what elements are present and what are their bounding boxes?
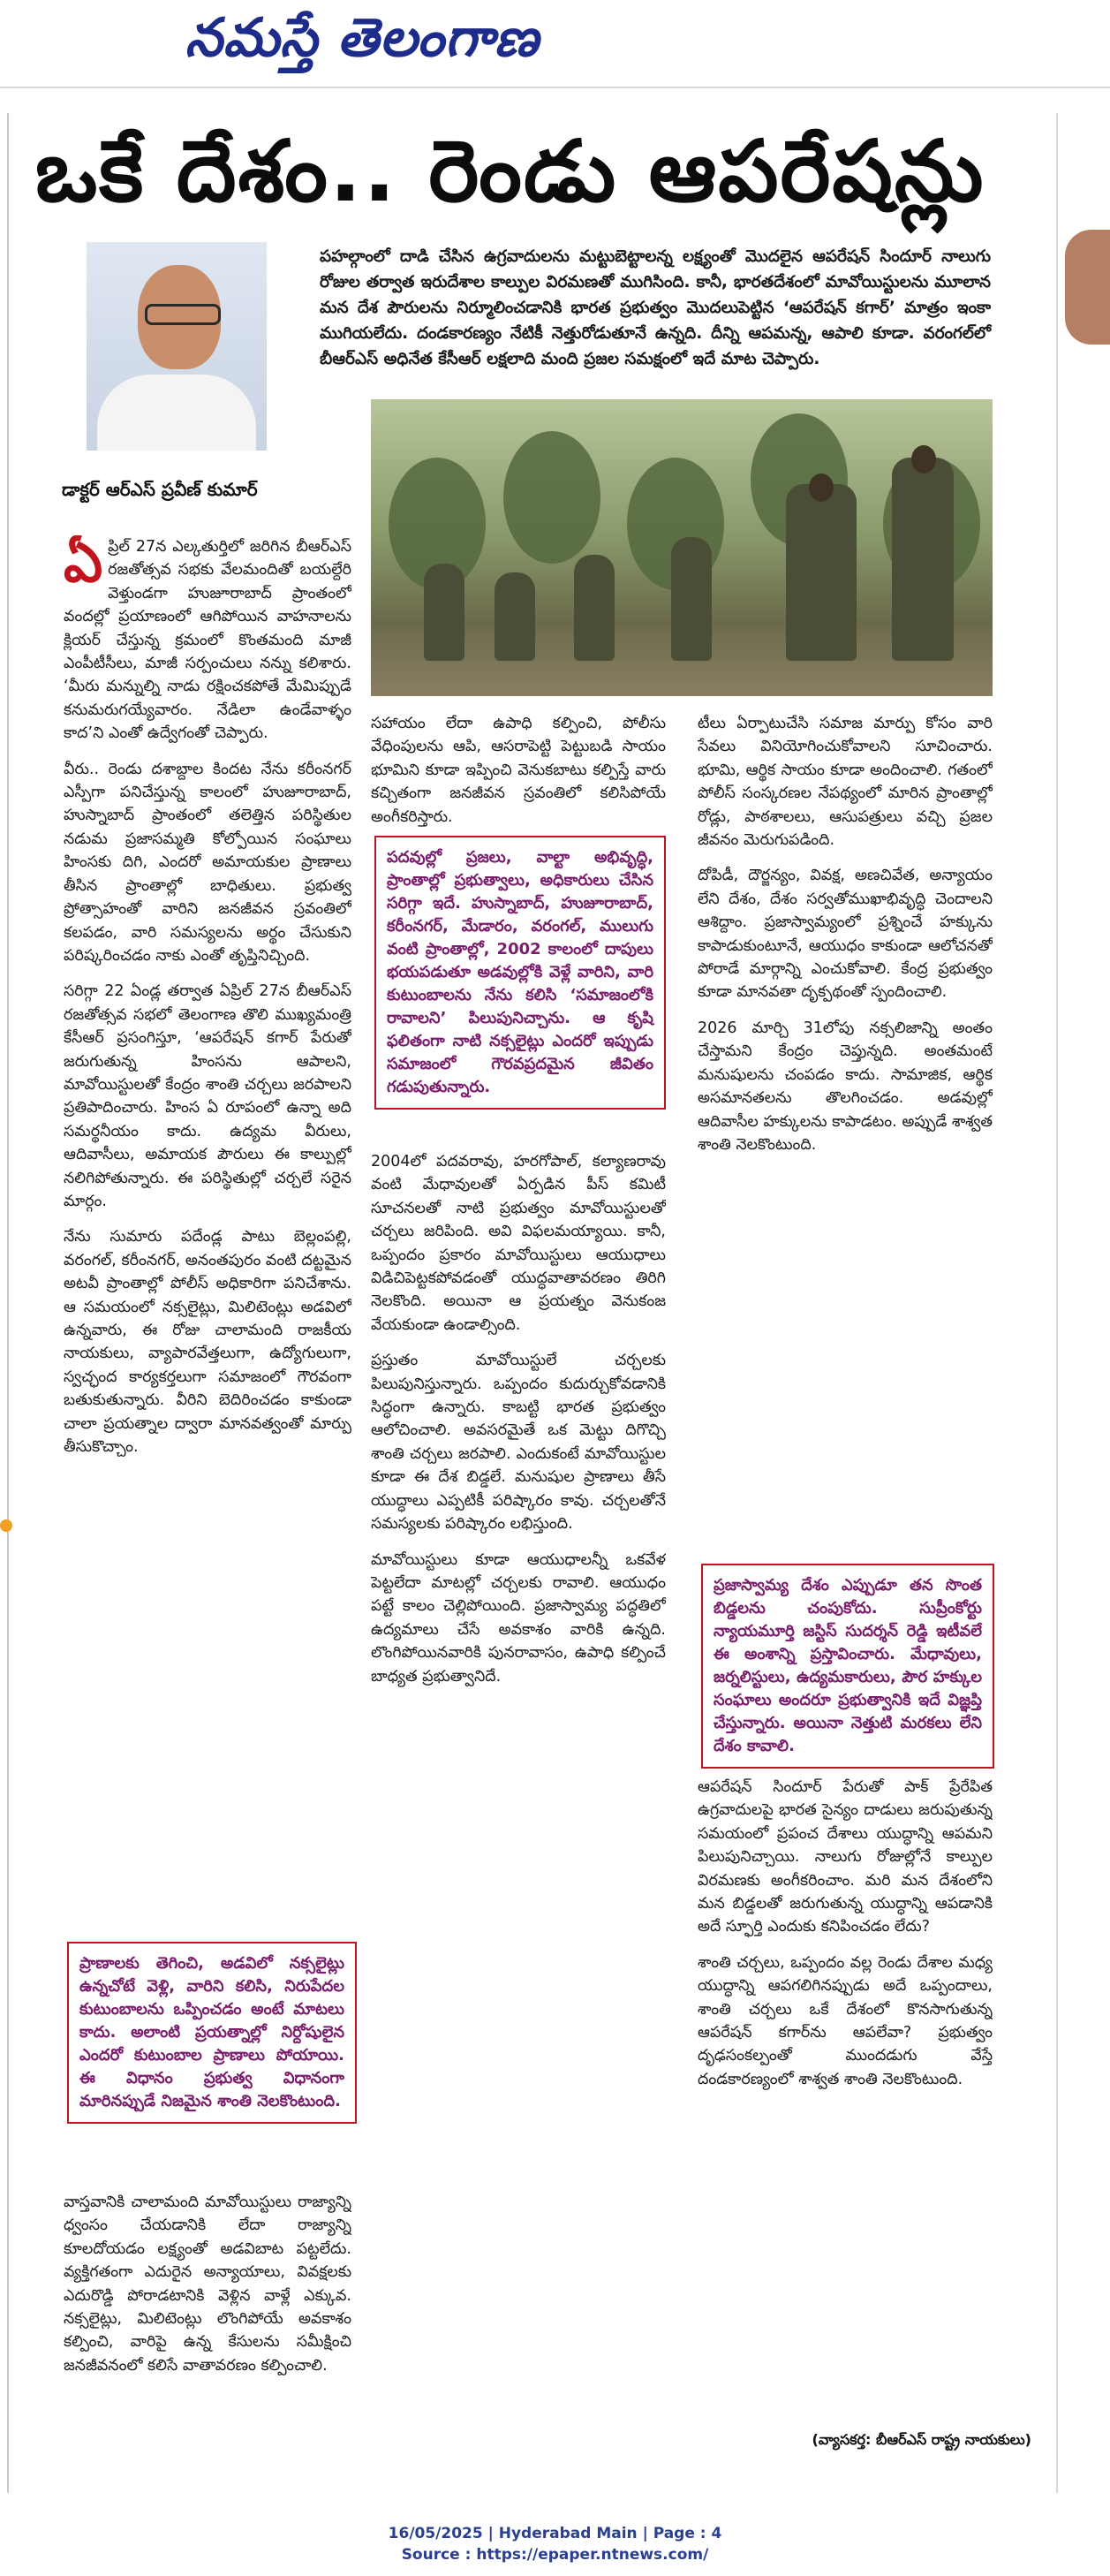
paragraph: 2004లో పదవరావు, హరగోపాల్, కల్యాణరావు వంటి మేధావులతో ఏర్పడిన పీస్ కమిటీ సూచనలతో నాటి ప్రభుత్వం మావోయిస్టులతో చర్చలు జరిపింది. అవి విఫలమయ్యాయి. కానీ, ఒప్పందం ప్రకారం మావోయిస్టులు ఆయుధాలు విడిచిపెట్టకపోవడంతో యుద్ధవాతావరణం తిరిగి నెలకొంది. అయినా ఆ ప్రయత్నం వెనుకంజ వేయకుండా ఉండాల్సింది. <box>371 1153 666 1334</box>
paragraph: 2026 మార్చి 31లోపు నక్సలిజాన్ని అంతం చేస్తామని కేంద్రం చెప్తున్నది. అంతమంటే మనుషులను చంపడం కాదు. సామాజిక, ఆర్థిక అసమానతలను తొలగించడం. అడవుల్లో ఆదివాసీల హక్కులను కాపాడటం. అప్పుడే శాశ్వత శాంతి నెలకొంటుంది. <box>698 1019 993 1154</box>
paragraph: ప్రస్తుతం మావోయిస్టులే చర్చలకు పిలుపునిస్తున్నారు. ఒప్పందం కుదుర్చుకోవడానికి సిద్ధంగా ఉన్నారు. కాబట్టి భారత ప్రభుత్వం ఆలోచించాలి. అవసరమైతే ఒక మెట్టు దిగొచ్చి శాంతి చర్చలు జరపాలి. ఎందుకంటే మావోయిస్టుల కూడా ఈ దేశ బిడ్డలే. మనుషుల ప్రాణాలు తీసే యుద్ధాలు ఎప్పటికీ పరిష్కారం కావు. చర్చలతోనే సమస్యలకు పరిష్కారం లభిస్తుంది. <box>371 1352 666 1534</box>
paragraph: వీరు.. రెండు దశాబ్దాల కిందట నేను కరీంనగర్ ఎస్పీగా పనిచేస్తున్న కాలంలో హుజూరాబాద్, హుస్నాబాద్ ప్రాంతంలో తలెత్తిన పరిస్థితుల నడుమ ప్రజాసమ్మతి కోల్పోయిన సంఘాలు హింసకు దిగి, ఎందరో అమాయకుల ప్రాణాలు తీసిన ప్రాంతాల్లో బాధితులు. ప్రభుత్వ ప్రోత్సాహంతో వారిని జనజీవన స్రవంతిలో కలపడం, వారి సమస్యలను అర్థం చేసుకుని పరిష్కరించడం నాకు ఎంతో తృప్తినిచ్చింది. <box>64 760 351 965</box>
paragraph: సహాయం లేదా ఉపాధి కల్పించి, పోలీసు వేధింపులను ఆపి, ఆసరాపెట్టి పెట్టుబడి సాయం భూమిని కూడా ఇప్పించి వెనుకబాటు కల్పిస్తే వారు కచ్చితంగా జనజీవన స్రవంతిలో కలిసిపోయే అంగీకరిస్తారు. <box>371 715 666 826</box>
article-headline: ఒకే దేశం.. రెండు ఆపరేషన్లు <box>35 122 985 221</box>
paragraph: వాస్తవానికి చాలామంది మావోయిస్టులు రాజ్యాన్ని ధ్వంసం చేయడానికి లేదా రాజ్యాన్ని కూలదోయడం లక్ష్యంతో అడవిబాట పట్టలేదు. వ్యక్తిగతంగా ఎదురైన అన్యాయాలు, వివక్షలకు ఎదురొడ్డి పోరాడటానికి వెళ్లిన వాళ్లే ఎక్కువ. నక్సలైట్లు, మిలిటెంట్లు లొంగిపోయే అవకాశం కల్పించి, వారిపై ఉన్న కేసులను సమీక్షించి జనజీవనంలో కలిసే వాతావరణం కల్పించాలి. <box>64 2193 351 2375</box>
article-column-1-tail <box>64 2191 351 2438</box>
article-summary: పహల్గాంలో దాడి చేసిన ఉగ్రవాదులను మట్టుబెట్టాలన్న లక్ష్యంతో మొదలైన ఆపరేషన్ సిందూర్ నాలుగు రోజుల తర్వాత ఇరుదేశాల కాల్పుల విరమణతో ముగిసింది. కానీ, భారతదేశంలో మావోయిస్టులను మూలాన మన దేశ పౌరులను నిర్మూలించడానికి భారత ప్రభుత్వం మొదలుపెట్టిన ‘ఆపరేషన్ కగార్’ మాత్రం ఇంకా ముగియలేదు. దండకారణ్యం నేటికీ నెత్తురోడుతూనే ఉన్నది. దీన్ని ఆపమన్న, ఆపాలి కూడా. వరంగల్‌లో బీఆర్ఎస్ అధినేత కేసీఆర్ లక్షలాది మంది ప్రజల సమక్షంలో ఇదే మాట చెప్పారు. <box>320 247 991 368</box>
drop-cap: ఏ <box>64 535 103 595</box>
paragraph: ఏప్రిల్ 27న ఎల్కతుర్తిలో జరిగిన బీఆర్ఎస్ రజతోత్సవ సభకు వేలమందితో బయల్దేరి వెళ్తుండగా హుజూరాబాద్ ప్రాంతంలో వందల్లో ప్రయాణంలో ఆగిపోయిన వాహనాలను క్లియర్ చేస్తున్న క్రమంలో కొంతమంది మాజీ ఎంపీటీసీలు, మాజీ సర్పంచులు నన్ను కలిశారు. ‘మీరు మన్నుల్ని నాడు రక్షించకపోతే మేమిప్పుడే కనుమరుగయ్యేవారం. నేడిలా ఉండేవాళ్ళం కాద’ని ఎంతో ఉద్వేగంతో చెప్పారు. <box>64 535 351 743</box>
edition-info: 16/05/2025 | Hyderabad Main | Page : 4 <box>388 2525 722 2542</box>
masthead <box>0 0 1110 88</box>
author-attribution: (వ్యాసకర్త: బీఆర్ఎస్ రాష్ట్ర నాయకులు) <box>812 2431 1031 2448</box>
paragraph: టీలు ఏర్పాటుచేసి సమాజ మార్పు కోసం వారి సేవలు వినియోగించుకోవాలని సూచించారు. భూమి, ఆర్థిక సాయం కూడా అందించాలి. గతంలో పోలీస్ సంస్కరణల నేపథ్యంలో మారిన ప్రాంతాల్లో రోడ్లు, పాఠశాలలు, ఆసుపత్రులు వచ్చి ప్రజల జీవనం మెరుగుపడింది. <box>698 715 993 850</box>
paragraph: సరిగ్గా 22 ఏండ్ల తర్వాత ఏప్రిల్ 27న బీఆర్ఎస్ రజతోత్సవ సభలో తెలంగాణ తొలి ముఖ్యమంత్రి కేసీఆర్ ప్రసంగిస్తూ, ‘ఆపరేషన్ కగార్ పేరుతో జరుగుతున్న హింసను ఆపాలని, మావోయిస్టులతో కేంద్రం శాంతి చర్చలు జరపాలని ప్రతిపాదించారు. హింస ఏ రూపంలో ఉన్నా అది సమర్థనీయం కాదు. ఉద్యమ వీరులు, ఆదివాసీలు, అమాయక పౌరులు ఈ కాల్పుల్లో నలిగిపోతున్నారు. ఈ పరిస్థితుల్లో చర్చలే సరైన మార్గం. <box>64 982 351 1210</box>
article-column-1 <box>64 535 351 1896</box>
page-footer <box>0 2523 1110 2565</box>
pull-quote-1: ప్రాణాలకు తెగించి, అడవిలో నక్సలైట్లు ఉన్నచోటే వెళ్లి, వారిని కలిసి, నిరుపేదల కుటుంబాలను ఒప్పించడం అంటే మాటలు కాదు. అలాంటి ప్రయత్నాల్లో నిర్దోషులైన ఎందరో కుటుంబాల ప్రాణాలు పోయాయి. ఈ విధానం ప్రభుత్వ విధానంగా మారినప్పుడే నిజమైన శాంతి నెలకొంటుంది. <box>67 1942 357 2124</box>
article-column-3 <box>698 712 993 1542</box>
author-byline: డాక్టర్ ఆర్ఎస్ ప్రవీణ్ కుమార్ <box>62 479 258 500</box>
paragraph: ఆపరేషన్ సిందూర్ పేరుతో పాక్ ప్రేరేపిత ఉగ్రవాదులపై భారత సైన్యం దాడులు జరుపుతున్న సమయంలో ప్రపంచ దేశాలు యుద్ధాన్ని ఆపమని పిలుపునిచ్చాయి. నాలుగు రోజుల్లోనే కాల్పుల విరమణకు అంగీకరించాం. మరి మన దేశంలోని మన బిడ్డలతో జరుగుతున్న యుద్ధాన్ని ఆపడానికి అదే స్ఫూర్తి ఎందుకు కనిపించడం లేదు? <box>698 1778 993 1936</box>
article-column-2 <box>371 712 666 827</box>
pull-quote-3: ప్రజాస్వామ్య దేశం ఎప్పుడూ తన సొంత బిడ్డలను చంపుకోదు. సుప్రీంకోర్టు న్యాయమూర్తి జస్టిస్ సుదర్శన్ రెడ్డి ఇటీవలే ఈ అంశాన్ని ప్రస్తావించారు. మేధావులు, జర్నలిస్టులు, ఉద్యమకారులు, పౌర హక్కుల సంఘాలు అందరూ ప్రభుత్వానికి ఇదే విజ్ఞప్తి చేస్తున్నారు. అయినా నెత్తుటి మరకలు లేని దేశం కావాలి. <box>701 1564 994 1769</box>
article-column-3-tail <box>698 1776 993 2412</box>
page-marker-dot <box>0 1519 12 1532</box>
author-photo <box>87 242 267 451</box>
paragraph: నేను సుమారు పదేండ్ల పాటు బెల్లంపల్లి, వరంగల్, కరీంనగర్, అనంతపురం వంటి దట్టమైన అటవీ ప్రాంతాల్లో పోలీస్ అధికారిగా పనిచేశాను. ఆ సమయంలో నక్సలైట్లు, మిలిటెంట్లు అడవిలో ఉన్నవారు, ఈ రోజు చాలామంది రాజకీయ నాయకులు, వ్యాపారవేత్తలుగా, ఉద్యోగులుగా, స్వచ్ఛంద కార్యకర్తలుగా సమాజంలో గౌరవంగా బతుకుతున్నారు. వీరిని బెదిరించడం కాకుండా చాలా ప్రయత్నాల ద్వారా మానవత్వంతో మార్పు తీసుకొచ్చాం. <box>64 1228 351 1457</box>
paragraph: మావోయిస్టులు కూడా ఆయుధాలన్నీ ఒకవేళ పెట్టలేదా మాటల్లో చర్చలకు రావాలి. ఆయుధం పట్టే కాలం చెల్లిపోయింది. ప్రజాస్వామ్య పద్ధతిలో ఉద్యమాలు చేసే అవకాశం వారికి ఉన్నది. లొంగిపోయినవారికి పునరావాసం, ఉపాధి కల్పించే బాధ్యత ప్రభుత్వానిదే. <box>371 1550 666 1686</box>
paragraph: దోపిడీ, దౌర్జన్యం, వివక్ష, అణచివేత, అన్యాయం లేని దేశం, దేశం సర్వతోముఖాభివృద్ధి చెందాలని ఆశిద్దాం. ప్రజాస్వామ్యంలో ప్రశ్నించే హక్కును కాపాడుకుంటూనే, ఆయుధం కాకుండా ఆలోచనతో పోరాడే మార్గాన్ని ఎంచుకోవాలి. కేంద్ర ప్రభుత్వం కూడా మానవతా దృక్పథంతో స్పందించాలి. <box>698 867 993 1002</box>
adjacent-article-strip <box>1056 113 1110 2493</box>
newspaper-logo: నమస్తే తెలంగాణ <box>185 7 540 69</box>
paragraph: శాంతి చర్చలు, ఒప్పందం వల్ల రెండు దేశాల మధ్య యుద్ధాన్ని ఆపగలిగినప్పుడు అదే ఒప్పందాలు, శాంతి చర్చలు ఒకే దేశంలో కొనసాగుతున్న ఆపరేషన్ కగార్‌ను ఆపలేవా? ప్రభుత్వం దృఢసంకల్పంతో ముందడుగు వేస్తే దండకారణ్యంలో శాశ్వత శాంతి నెలకొంటుంది. <box>698 1953 993 2088</box>
adjacent-article-photo <box>1065 230 1110 345</box>
pull-quote-2: పదవుల్లో ప్రజలు, వాల్టా అభివృద్ధి, ప్రాంతాల్లో ప్రభుత్వాలు, అధికారులు చేసిన సరిగ్గా ఇదే. హుస్నాబాద్, హుజూరాబాద్, కరీంనగర్, మేడారం, వరంగల్, ములుగు వంటి ప్రాంతాల్లో, 2002 కాలంలో దాపులు భయపడుతూ అడవుల్లోకి వెళ్లే వారిని, వారి కుటుంబాలను నేను కలిసి ‘సమాజంలోకి రావాలని’ పిలుపునిచ్చాను. ఆ కృషి ఫలితంగా నాటి నక్సలైట్లు ఎందరో ఇప్పుడు సమాజంలో గౌరవప్రదమైన జీవితం గడుపుతున్నారు. <box>374 836 666 1110</box>
article-photo <box>371 399 993 696</box>
article-column-2-body <box>371 1150 666 2431</box>
source-link[interactable]: Source : https://epaper.ntnews.com/ <box>401 2546 709 2564</box>
